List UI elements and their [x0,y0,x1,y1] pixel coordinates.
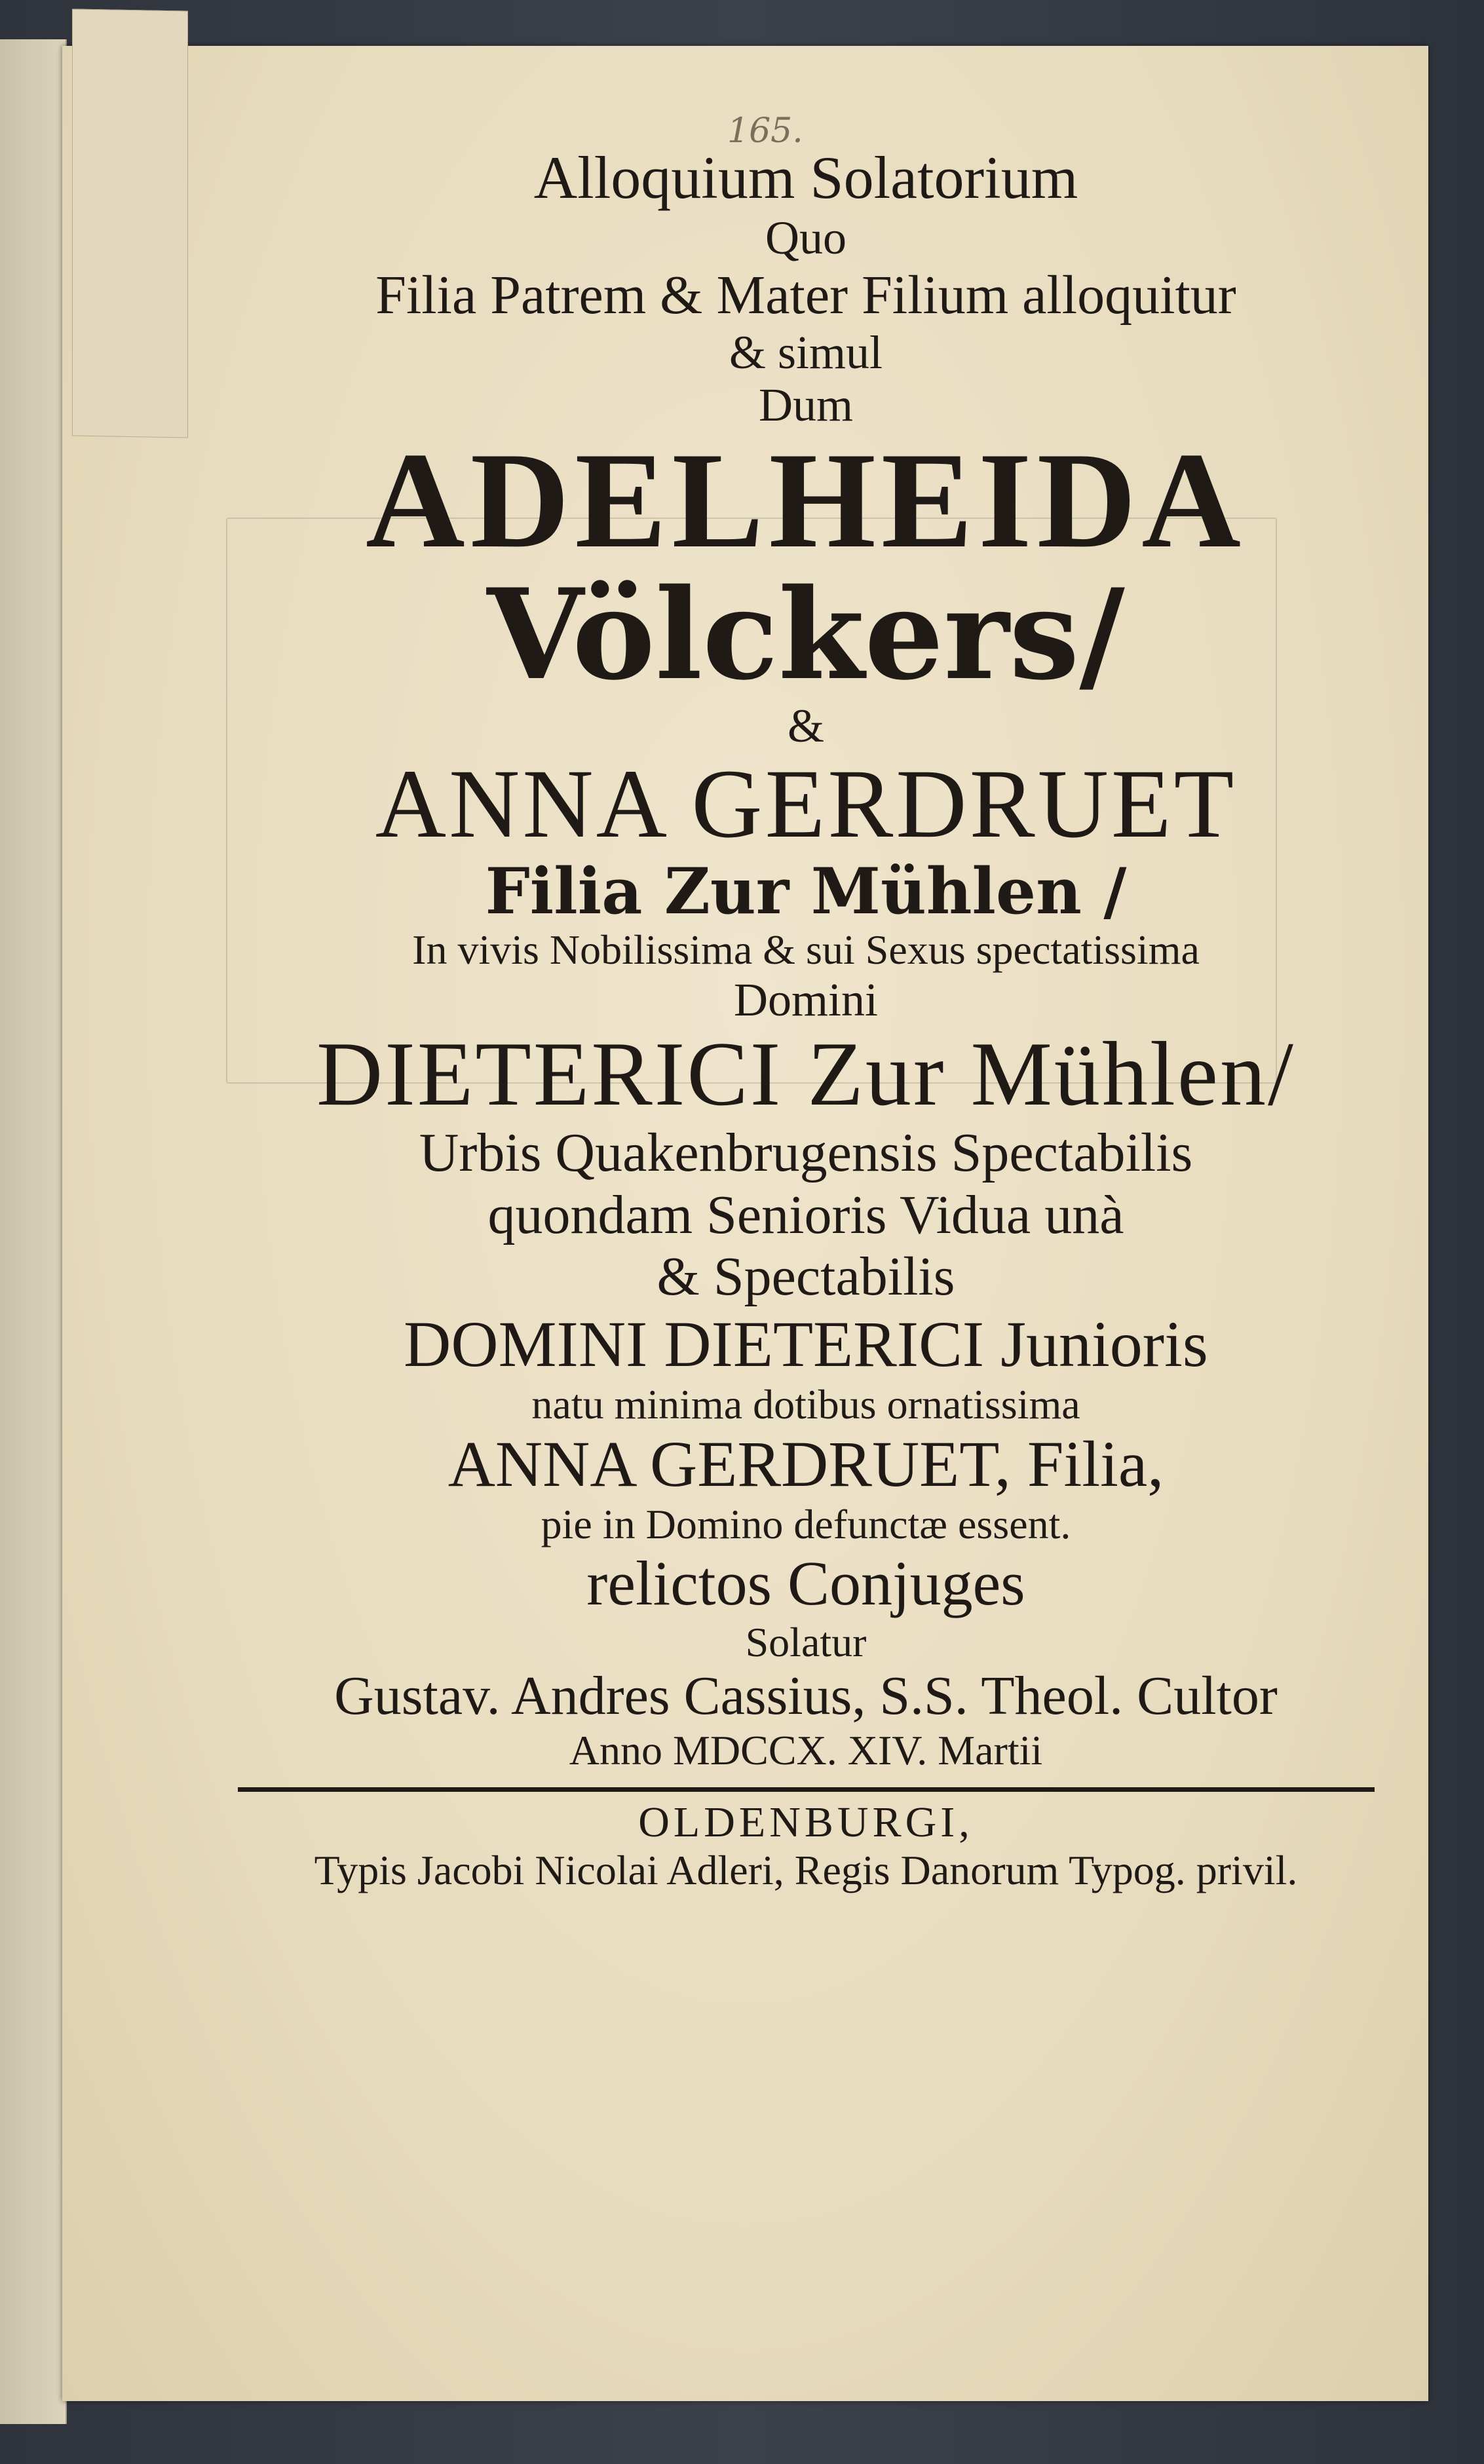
name-anna-gerdruet: ANNA GERDRUET [375,749,1237,859]
imprint-printer: Typis Jacobi Nicolai Adleri, Regis Danorum Typog. privil. [314,1846,1298,1893]
urbis-line: Urbis Quakenbrugensis Spectabilis [419,1122,1193,1184]
pie-line: pie in Domino defunctæ essent. [541,1501,1071,1548]
relictos-line: relictos Conjuges [586,1548,1025,1618]
in-vivis-line: In vivis Nobilissima & sui Sexus spectatissima [412,926,1200,974]
domini-line: Domini [733,973,878,1026]
imprint-rule [238,1787,1375,1792]
natu-line: natu minima dotibus ornatissima [531,1380,1080,1428]
paper-tab [72,9,188,438]
heading-filia-patrem: Filia Patrem & Mater Filium alloquitur [375,264,1236,326]
ampersand-line: & [787,700,824,753]
imprint-place: OLDENBURGI, [638,1798,974,1846]
date-line: Anno MDCCX. XIV. Martii [569,1727,1043,1774]
name-adelheida: ADELHEIDA [366,424,1246,577]
filia-zur-muehlen: Filia Zur Mühlen / [485,854,1127,928]
name-voelckers: Völckers/ [487,561,1125,708]
facing-page-edge [0,39,67,2424]
spectabilis-line: & Spectabilis [656,1245,955,1307]
domini-dieterici-line: DOMINI DIETERICI Junioris [404,1307,1208,1380]
heading-dum: Dum [759,379,853,432]
quondam-line: quondam Senioris Vidua unà [487,1184,1124,1245]
solatur-line: Solatur [745,1618,867,1665]
title-page-text [197,144,1415,1894]
heading-simul: & simul [729,326,883,379]
author-line: Gustav. Andres Cassius, S.S. Theol. Cultor [334,1665,1278,1727]
folio-number: 165. [727,111,803,151]
heading-quo: Quo [765,212,847,265]
name-dieterici: DIETERICI Zur Mühlen/ [316,1023,1295,1126]
anna-filia-line: ANNA GERDRUET, Filia, [447,1428,1164,1501]
heading-alloquium: Alloquium Solatorium [533,144,1078,211]
